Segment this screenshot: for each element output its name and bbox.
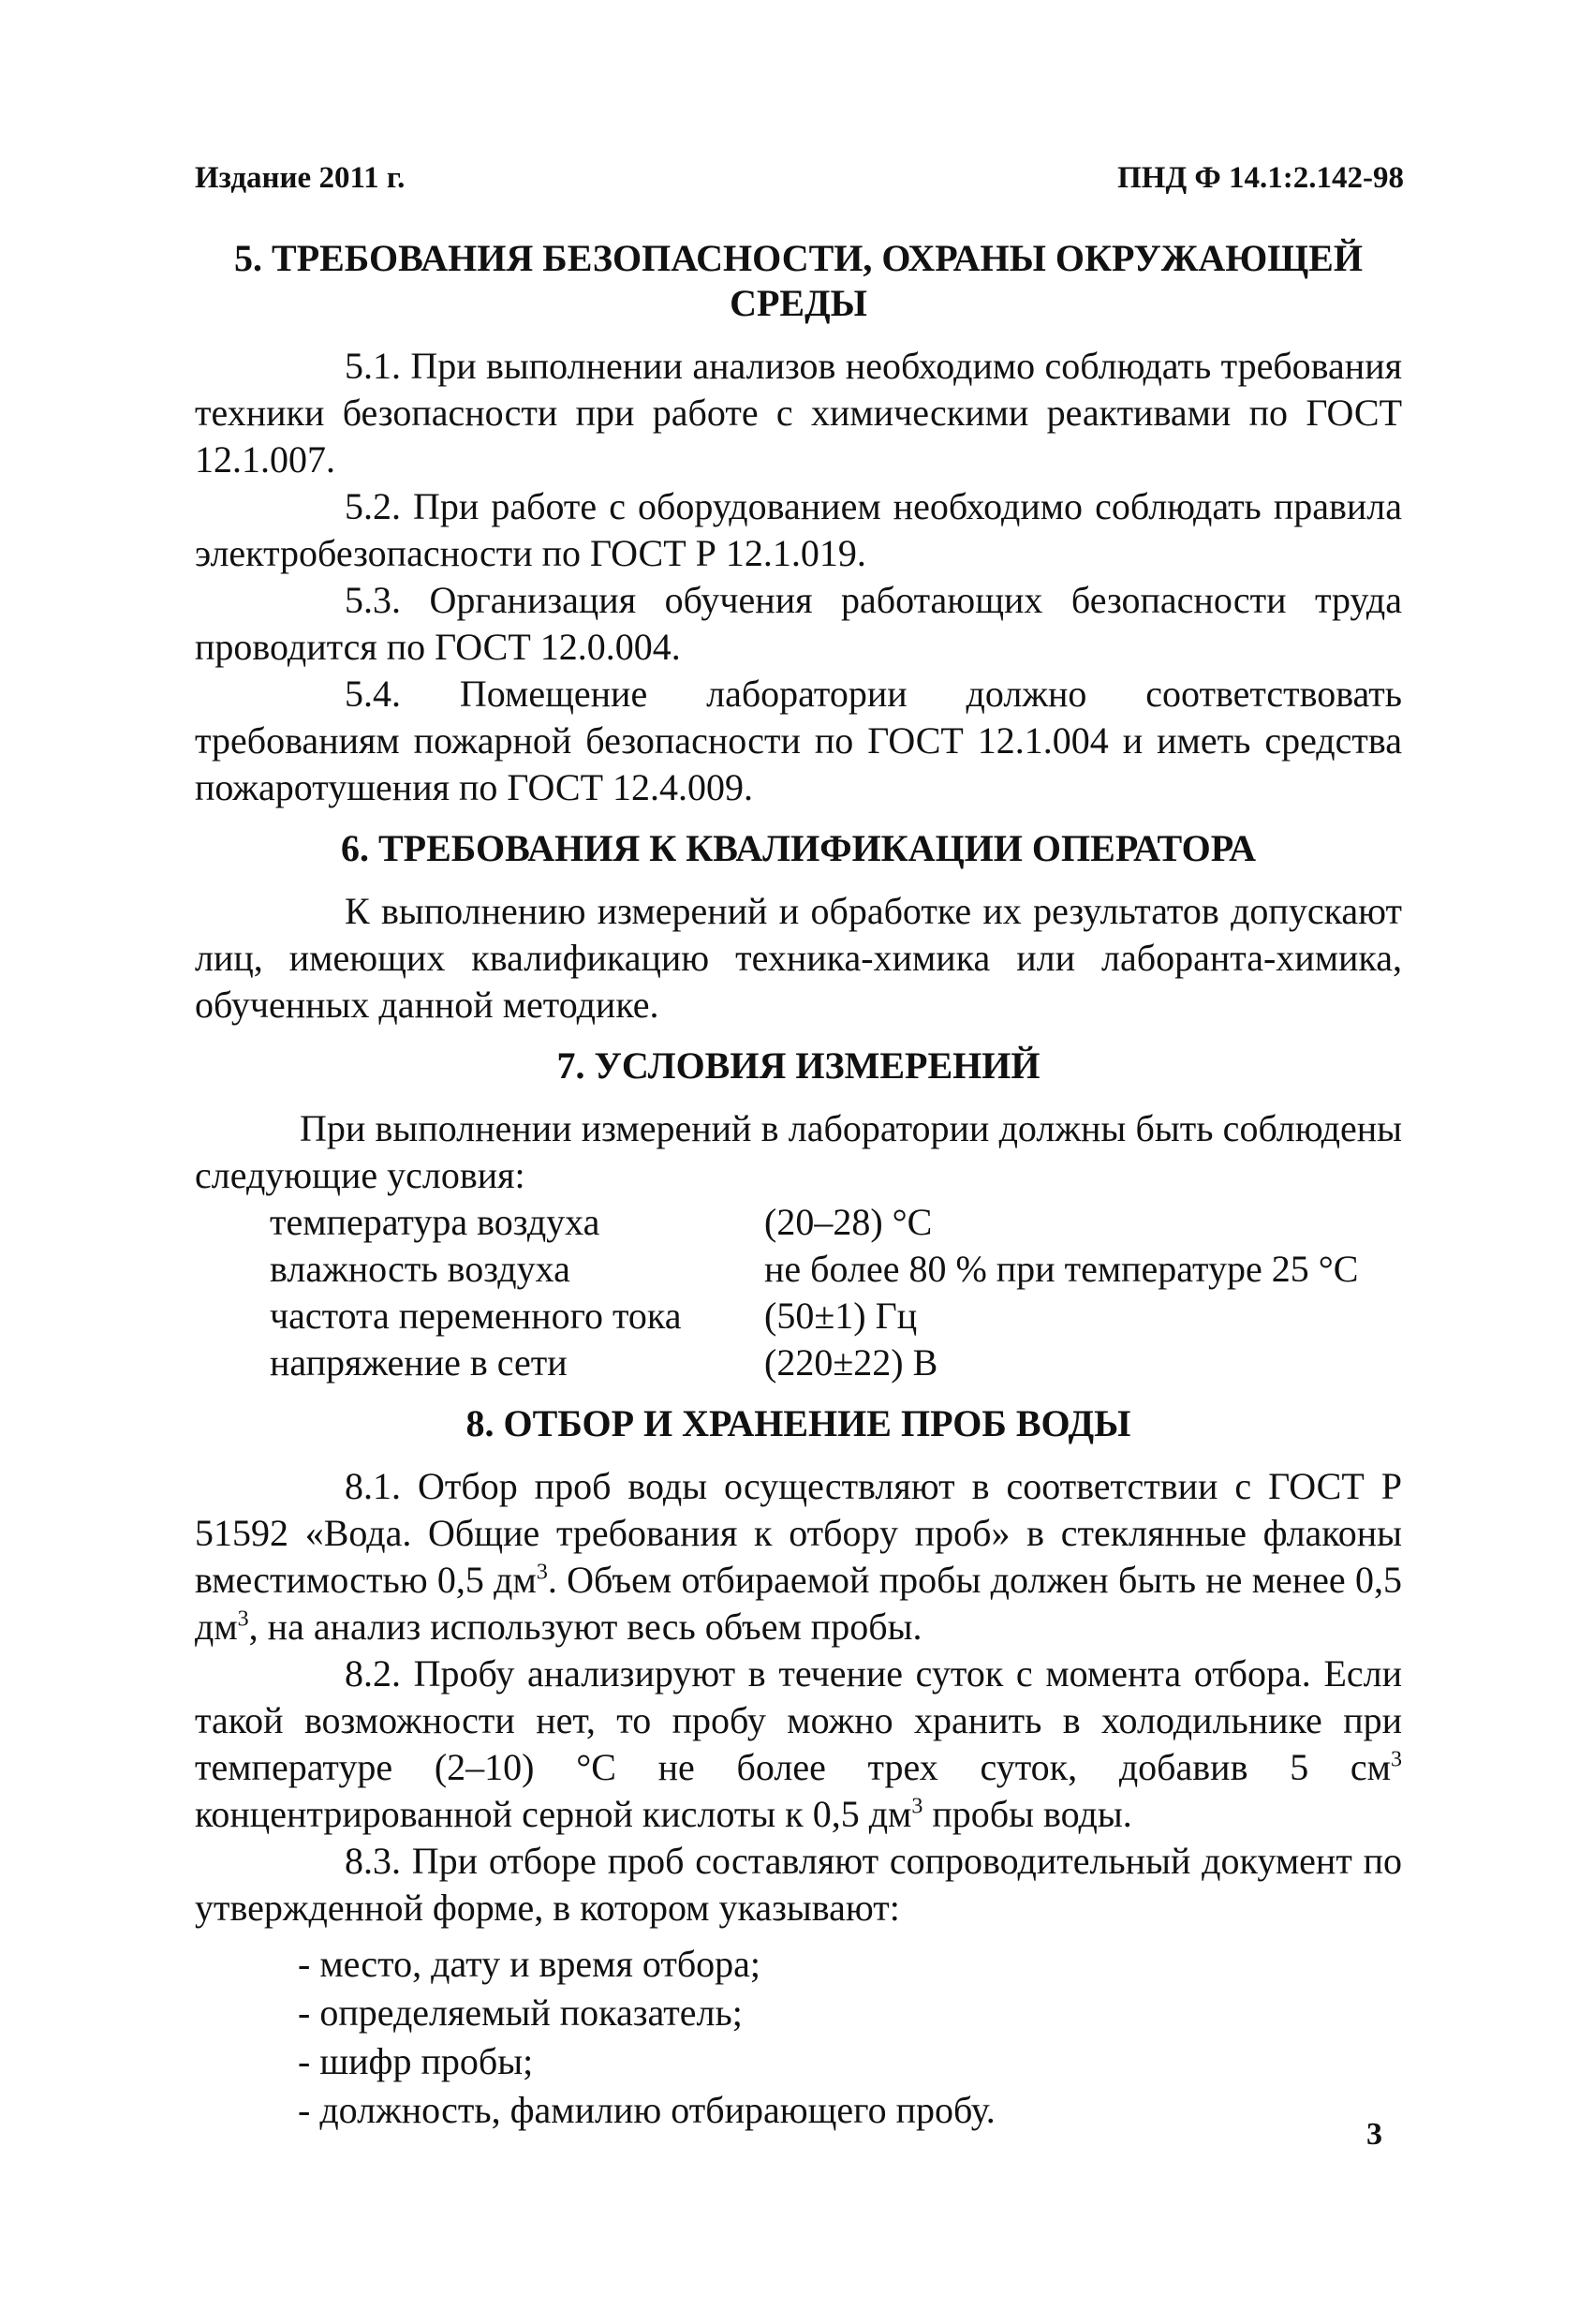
page-header	[195, 161, 1404, 196]
paragraph-8-2-part-c: пробы воды.	[922, 1793, 1132, 1835]
list-item: - должность, фамилию отбирающего пробу.	[298, 2089, 996, 2131]
paragraph-8-3: 8.3. При отборе проб составляют сопроводительный документ по утвержденной форме, в котором указывают:	[195, 1840, 1402, 1929]
paragraph-8-1-part-c: , на анализ используют весь объем пробы.	[248, 1606, 922, 1648]
conditions-table	[270, 1199, 1358, 1386]
condition-label: влажность воздуха	[270, 1248, 570, 1290]
condition-value: (20–28) °С	[764, 1201, 933, 1243]
paragraph-5-1: 5.1. При выполнении анализов необходимо соблюдать требования техники безопасности при работе с химическими реактивами по ГОСТ 12.1.007.	[195, 345, 1402, 481]
condition-row	[270, 1199, 1358, 1246]
superscript-3: 3	[536, 1560, 548, 1585]
superscript-3: 3	[911, 1794, 923, 1819]
paragraph-6-1: К выполнению измерений и обработке их результатов допускают лиц, имеющих квалификацию техника-химика или лаборанта-химика, обученных данной методике.	[195, 890, 1402, 1026]
paragraph-8-2-part-a: 8.2. Пробу анализируют в течение суток с момента отбора. Если такой возможности нет, то пробу можно хранить в холодильнике при температуре (2–10) °С не более трех суток, добавив 5 см	[195, 1652, 1402, 1788]
list-item: - место, дату и время отбора;	[298, 1943, 761, 1985]
list-item: - определяемый показатель;	[298, 1991, 743, 2034]
condition-row	[270, 1246, 1358, 1293]
paragraph-8-2-part-b: концентрированной серной кислоты к 0,5 дм	[195, 1793, 912, 1835]
condition-label: частота переменного тока	[270, 1295, 682, 1337]
condition-label: напряжение в сети	[270, 1341, 568, 1384]
paragraph-8-2	[195, 1650, 1402, 1838]
paragraph-8-1-part-a: 8.1. Отбор проб воды осуществляют в соответствии с ГОСТ Р 51592 «Вода. Общие требования к отбору проб» в стеклянные флаконы вместимостью 0,5 дм	[195, 1465, 1402, 1601]
superscript-3: 3	[1391, 1747, 1402, 1772]
paragraph-8-1	[195, 1463, 1402, 1650]
section-8-title: 8. ОТБОР И ХРАНЕНИЕ ПРОБ ВОДЫ	[465, 1402, 1131, 1444]
superscript-3: 3	[237, 1606, 249, 1632]
edition-label: Издание 2011 г.	[195, 161, 406, 195]
section-5-title: 5. ТРЕБОВАНИЯ БЕЗОПАСНОСТИ, ОХРАНЫ ОКРУЖАЮЩЕЙ СРЕДЫ	[234, 237, 1363, 324]
list-item: - шифр пробы;	[298, 2040, 534, 2082]
condition-row	[270, 1293, 1358, 1340]
paragraph-7-intro: При выполнении измерений в лаборатории должны быть соблюдены следующие условия:	[195, 1107, 1402, 1196]
page-content	[195, 236, 1402, 2136]
section-7-title: 7. УСЛОВИЯ ИЗМЕРЕНИЙ	[556, 1044, 1041, 1087]
document-code: ПНД Ф 14.1:2.142-98	[1117, 161, 1404, 195]
page-number: 3	[1366, 2117, 1382, 2152]
paragraph-5-4: 5.4. Помещение лаборатории должно соответствовать требованиям пожарной безопасности по ГОСТ 12.1.004 и иметь средства пожаротушения по ГОСТ 12.4.009.	[195, 673, 1402, 808]
section-6-title: 6. ТРЕБОВАНИЯ К КВАЛИФИКАЦИИ ОПЕРАТОРА	[341, 827, 1256, 869]
condition-label: температура воздуха	[270, 1201, 600, 1243]
condition-value: (220±22) В	[764, 1341, 938, 1384]
paragraph-5-3: 5.3. Организация обучения работающих безопасности труда проводится по ГОСТ 12.0.004.	[195, 579, 1402, 668]
condition-row	[270, 1340, 1358, 1386]
condition-value: не более 80 % при температуре 25 °С	[764, 1248, 1359, 1290]
document-fields-list	[195, 1941, 1402, 2134]
paragraph-8-1-part-b: . Объем отбираемой пробы должен быть не менее 0,5 дм	[195, 1559, 1402, 1648]
condition-value: (50±1) Гц	[764, 1295, 918, 1337]
paragraph-5-2: 5.2. При работе с оборудованием необходимо соблюдать правила электробезопасности по ГОСТ Р 12.1.019.	[195, 485, 1402, 574]
